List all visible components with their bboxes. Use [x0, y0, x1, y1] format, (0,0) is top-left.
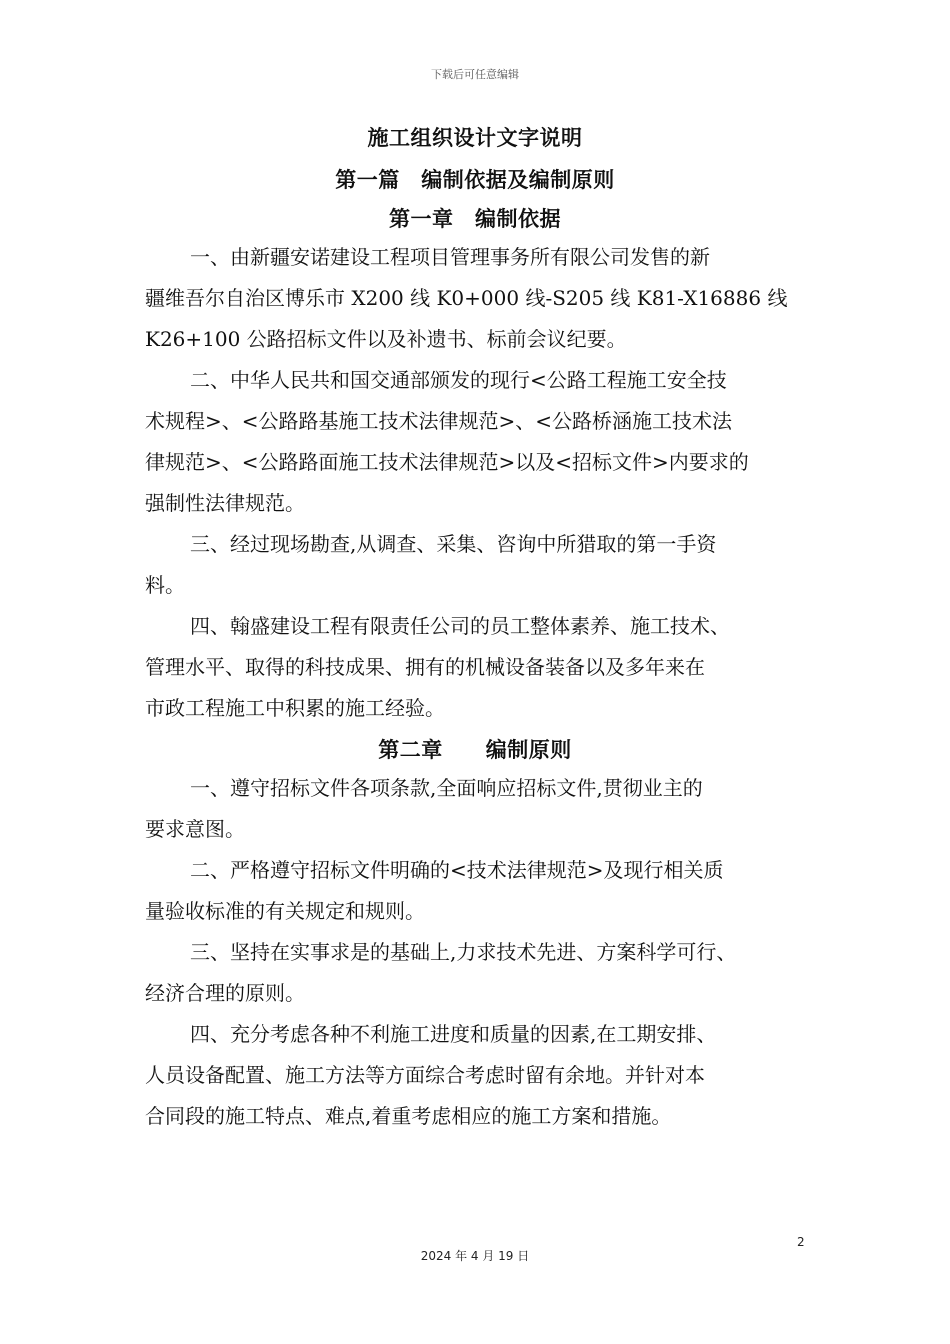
text-line: 律规范>、<公路路面施工技术法律规范>以及<招标文件>内要求的	[145, 450, 749, 474]
document-title: 施工组织设计文字说明	[367, 125, 583, 150]
footer-date: 2024 年 4 月 19 日	[420, 1249, 530, 1263]
text-line: 四、充分考虑各种不利施工进度和质量的因素,在工期安排、	[190, 1022, 717, 1046]
chapter-2-paragraph-4	[145, 1014, 825, 1137]
text-line: 料。	[145, 573, 185, 597]
text-line: 疆维吾尔自治区博乐市 X200 线 K0+000 线-S205 线 K81-X16886 线	[145, 286, 788, 310]
text-line: 管理水平、取得的科技成果、拥有的机械设备装备以及多年来在	[145, 655, 705, 679]
text-line: 二、严格遵守招标文件明确的<技术法律规范>及现行相关质	[190, 858, 724, 882]
text-line: 强制性法律规范。	[145, 491, 305, 515]
text-line: 市政工程施工中积累的施工经验。	[145, 696, 445, 720]
chapter-2-paragraph-2	[145, 850, 825, 932]
text-line: 四、翰盛建设工程有限责任公司的员工整体素养、施工技术、	[190, 614, 730, 638]
text-line: 一、遵守招标文件各项条款,全面响应招标文件,贯彻业主的	[190, 776, 703, 800]
text-line: 人员设备配置、施工方法等方面综合考虑时留有余地。并针对本	[145, 1063, 705, 1087]
chapter-2-heading: 第二章 编制原则	[378, 737, 572, 762]
chapter-1-heading: 第一章 编制依据	[389, 206, 561, 231]
chapter-2-paragraph-3	[145, 932, 825, 1014]
text-line: 三、经过现场勘查,从调查、采集、咨询中所猎取的第一手资	[190, 532, 717, 556]
part-heading: 第一篇 编制依据及编制原则	[335, 167, 615, 192]
text-line: 要求意图。	[145, 817, 245, 841]
page-number: 2	[797, 1235, 805, 1249]
text-line: K26+100 公路招标文件以及补遗书、标前会议纪要。	[145, 327, 627, 351]
text-line: 二、中华人民共和国交通部颁发的现行<公路工程施工安全技	[190, 368, 727, 392]
text-line: 经济合理的原则。	[145, 981, 305, 1005]
text-line: 量验收标准的有关规定和规则。	[145, 899, 425, 923]
text-line: 术规程>、<公路路基施工技术法律规范>、<公路桥涵施工技术法	[145, 409, 733, 433]
chapter-1-paragraph-4	[145, 606, 825, 729]
chapter-1-paragraph-1	[145, 237, 825, 360]
chapter-1-paragraph-2	[145, 360, 825, 524]
text-line: 三、坚持在实事求是的基础上,力求技术先进、方案科学可行、	[190, 940, 737, 964]
chapter-2-paragraph-1	[145, 768, 825, 850]
header-note: 下载后可任意编辑	[431, 68, 519, 81]
text-line: 合同段的施工特点、难点,着重考虑相应的施工方案和措施。	[145, 1104, 672, 1128]
chapter-1-paragraph-3	[145, 524, 825, 606]
text-line: 一、由新疆安诺建设工程项目管理事务所有限公司发售的新	[190, 245, 710, 269]
